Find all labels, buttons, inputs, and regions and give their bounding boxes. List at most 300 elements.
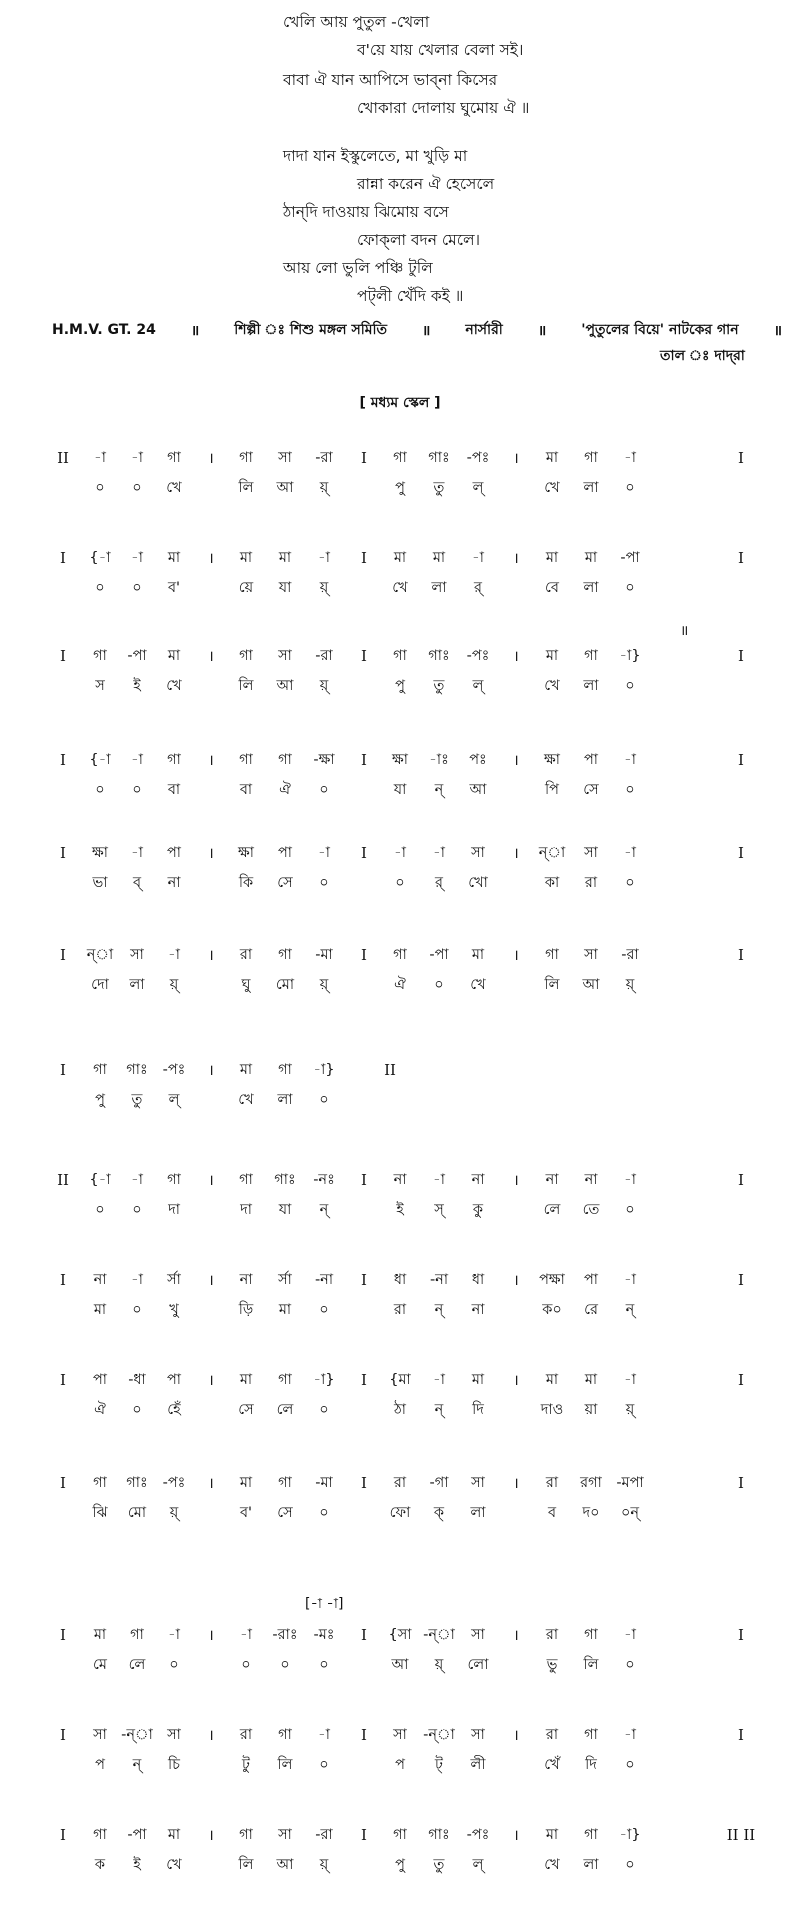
artist-label: শিল্পী ঃ শিশু মঙ্গল সমিতি: [234, 322, 387, 338]
swara-note: গা: [93, 1827, 107, 1843]
lyric-syllable: ০: [319, 1757, 329, 1773]
lyric-syllable: ল্: [168, 1092, 180, 1108]
swara-note: সা: [471, 1727, 485, 1743]
swara-note: -া: [624, 1272, 636, 1288]
swara-note: গা: [239, 1172, 253, 1188]
lyric-syllable: ব: [547, 1505, 557, 1521]
lyric-syllable: ০: [319, 1092, 329, 1108]
notation-annotation: ॥: [680, 623, 689, 639]
lyric-syllable: মে: [93, 1657, 107, 1673]
lyric-syllable: ০: [625, 1857, 635, 1873]
lyric-syllable: দি: [472, 1402, 484, 1418]
bar-line: ।: [513, 449, 519, 467]
swara-note: মা: [167, 648, 181, 664]
lyric-syllable: র্: [474, 580, 482, 596]
swara-note: না: [393, 1172, 407, 1188]
lyric-syllable: লি: [277, 1757, 293, 1773]
lyric-syllable: রা: [393, 1302, 407, 1318]
bar-line: ।: [208, 1271, 214, 1289]
swara-note: -া: [624, 845, 636, 861]
lyric-line: দাদা যান ইস্কুলেতে, মা খুড়ি মা: [283, 147, 468, 165]
swara-note: সা: [278, 1827, 292, 1843]
lyric-line: খোকারা দোলায় ঘুমোয় ঐ ॥: [357, 99, 530, 117]
swara-note: সা: [471, 845, 485, 861]
lyric-syllable: খে: [544, 678, 560, 694]
bar-line: II: [384, 1061, 396, 1079]
lyric-syllable: ০: [319, 1302, 329, 1318]
lyric-syllable: সে: [583, 782, 599, 798]
notation-row: [0, 750, 800, 810]
bar-line: I: [738, 1626, 744, 1644]
lyric-syllable: লা: [129, 977, 145, 993]
lyric-syllable: দো: [91, 977, 109, 993]
lyric-syllable: লে: [276, 1402, 294, 1418]
notation-row: [0, 1825, 800, 1885]
lyric-syllable: ০: [132, 580, 142, 596]
bar-line: I: [361, 449, 367, 467]
swara-note: গা: [239, 450, 253, 466]
swara-note: -া}: [313, 1372, 335, 1388]
swara-note: -মা: [315, 1475, 333, 1491]
lyric-syllable: লী: [470, 1757, 486, 1773]
bar-line: I: [738, 751, 744, 769]
bar-line: ।: [513, 1371, 519, 1389]
swara-note: -পা: [127, 1827, 147, 1843]
lyric-syllable: ন্: [434, 782, 444, 798]
bar-line: I: [60, 844, 66, 862]
bar-line: I: [738, 844, 744, 862]
bar-line: ।: [208, 1171, 214, 1189]
swara-note: -রা: [315, 450, 333, 466]
swara-note: গা: [393, 1827, 407, 1843]
swara-note: গাঃ: [428, 648, 450, 664]
swara-note: মা: [167, 550, 181, 566]
lyric-syllable: ০: [625, 678, 635, 694]
bar-line: ।: [208, 751, 214, 769]
lyric-line: রান্না করেন ঐ হেসেলে: [357, 175, 495, 193]
swara-note: -না: [314, 1272, 334, 1288]
swara-note: -া: [433, 845, 445, 861]
swara-note: -পঃ: [466, 1827, 490, 1843]
bar-line: I: [60, 1474, 66, 1492]
swara-note: গা: [545, 947, 559, 963]
lyric-syllable: য়্: [169, 1505, 179, 1521]
bar-line: I: [361, 946, 367, 964]
bar-line: I: [361, 647, 367, 665]
lyric-syllable: লা: [583, 1857, 599, 1873]
swara-note: -মপা: [616, 1475, 644, 1491]
bar-line: I: [738, 1726, 744, 1744]
swara-note: গা: [393, 450, 407, 466]
bar-line: ।: [208, 1061, 214, 1079]
lyric-syllable: ফো: [389, 1505, 411, 1521]
bar-line: II II: [726, 1826, 756, 1844]
lyric-syllable: হেঁ: [167, 1402, 181, 1418]
swara-note: -া}: [313, 1062, 335, 1078]
lyric-syllable: ঘু: [241, 977, 251, 993]
lyric-syllable: য়ে: [238, 580, 254, 596]
swara-note: -া: [394, 845, 406, 861]
swara-note: পা: [277, 845, 293, 861]
bar-line: ।: [513, 844, 519, 862]
swara-note: -ন্‌া: [423, 1727, 455, 1743]
swara-note: -মা: [315, 947, 333, 963]
swara-note: রগা: [580, 1475, 602, 1491]
lyric-syllable: চি: [168, 1757, 180, 1773]
swara-note: গা: [584, 450, 598, 466]
swara-note: গা: [278, 1062, 292, 1078]
lyric-syllable: ০: [132, 782, 142, 798]
notation-annotation: [-া -া]: [305, 1596, 344, 1612]
lyric-syllable: আ: [469, 782, 487, 798]
lyric-syllable: ০: [319, 782, 329, 798]
swara-note: -া: [131, 450, 143, 466]
swara-note: ধা: [471, 1272, 485, 1288]
lyric-syllable: ০: [625, 1757, 635, 1773]
bar-line: I: [60, 1726, 66, 1744]
swara-note: গা: [239, 648, 253, 664]
swara-note: মা: [239, 550, 253, 566]
lyric-syllable: খে: [544, 480, 560, 496]
swara-note: মা: [471, 947, 485, 963]
bar-line: I: [361, 549, 367, 567]
notation-row: [0, 945, 800, 1005]
bar-line: ।: [513, 1271, 519, 1289]
lyric-syllable: ০: [95, 480, 105, 496]
lyric-syllable: দাও: [540, 1402, 564, 1418]
swara-note: -া: [131, 550, 143, 566]
swara-note: গা: [93, 648, 107, 664]
bar-line: ।: [208, 1371, 214, 1389]
lyric-syllable: কা: [544, 875, 560, 891]
lyric-syllable: ল্: [472, 480, 484, 496]
lyric-syllable: য়্: [319, 480, 329, 496]
lyric-syllable: দা: [168, 1202, 180, 1218]
swara-note: গাঃ: [126, 1062, 148, 1078]
swara-note: সা: [130, 947, 144, 963]
swara-note: মা: [584, 1372, 598, 1388]
lyric-syllable: তু: [433, 480, 445, 496]
bar-line: I: [60, 647, 66, 665]
lyric-syllable: ভু: [546, 1657, 558, 1673]
swara-note: পা: [92, 1372, 108, 1388]
tala-label: তাল ঃ দাদ্‌রা: [660, 348, 745, 364]
lyric-syllable: ন্: [132, 1757, 142, 1773]
notation-row: [0, 843, 800, 903]
lyric-syllable: যা: [278, 580, 292, 596]
swara-note: পঃ: [469, 752, 487, 768]
swara-note: -রাঃ: [272, 1627, 298, 1643]
lyric-syllable: লি: [238, 678, 254, 694]
swara-note: -ধা: [128, 1372, 146, 1388]
bar-line: ।: [208, 1474, 214, 1492]
lyric-syllable: লি: [583, 1657, 599, 1673]
swara-note: গা: [93, 1062, 107, 1078]
swara-note: -া: [472, 550, 484, 566]
swara-note: না: [239, 1272, 253, 1288]
lyric-syllable: য়া: [584, 1402, 598, 1418]
bar-line: ।: [513, 946, 519, 964]
lyric-syllable: না: [167, 875, 181, 891]
lyric-syllable: ঠা: [394, 1402, 406, 1418]
swara-note: -পঃ: [162, 1475, 186, 1491]
lyric-syllable: ঐ: [394, 977, 406, 993]
swara-note: মা: [545, 550, 559, 566]
swara-note: -পঃ: [162, 1062, 186, 1078]
lyric-syllable: ন্: [434, 1302, 444, 1318]
lyric-syllable: লো: [467, 1657, 489, 1673]
bar-line: I: [60, 1271, 66, 1289]
bar-line: ।: [208, 1726, 214, 1744]
swara-note: -পা: [127, 648, 147, 664]
lyric-syllable: রে: [584, 1302, 598, 1318]
notation-row: [0, 623, 800, 706]
swara-note: -পঃ: [466, 648, 490, 664]
lyric-syllable: বে: [545, 580, 559, 596]
swara-note: গা: [93, 1475, 107, 1491]
bar-line: I: [361, 1171, 367, 1189]
lyric-syllable: ০: [319, 875, 329, 891]
lyric-syllable: আ: [391, 1657, 409, 1673]
swara-note: -পা: [620, 550, 640, 566]
bar-line: ।: [208, 449, 214, 467]
lyric-syllable: ০: [625, 782, 635, 798]
swara-note: গাঃ: [274, 1172, 296, 1188]
bar-line: I: [361, 1726, 367, 1744]
swara-note: সা: [167, 1727, 181, 1743]
swara-note: গা: [278, 1727, 292, 1743]
swara-note: {-া: [89, 752, 111, 768]
swara-note: ধা: [393, 1272, 407, 1288]
lyric-syllable: কি: [238, 875, 254, 891]
swara-note: -া: [624, 1627, 636, 1643]
swara-note: মা: [167, 1827, 181, 1843]
lyric-syllable: ০: [95, 782, 105, 798]
lyric-syllable: সে: [277, 875, 293, 891]
swara-note: -ক্ষা: [313, 752, 335, 768]
bar-line: I: [738, 1474, 744, 1492]
lyric-syllable: ০: [319, 1657, 329, 1673]
swara-note: -নঃ: [313, 1172, 335, 1188]
swara-note: সা: [471, 1475, 485, 1491]
swara-note: গা: [278, 1372, 292, 1388]
bar-line: I: [738, 1271, 744, 1289]
swara-note: সা: [584, 947, 598, 963]
lyric-syllable: খে: [238, 1092, 254, 1108]
lyric-syllable: লি: [238, 1857, 254, 1873]
lyric-syllable: য়্: [169, 977, 179, 993]
swara-note: -ন্‌া: [121, 1727, 153, 1743]
lyric-syllable: আ: [582, 977, 600, 993]
swara-note: না: [584, 1172, 598, 1188]
swara-note: পা: [166, 845, 182, 861]
lyric-syllable: ০: [625, 580, 635, 596]
swara-note: ন্‌া: [86, 947, 114, 963]
bar-line: I: [738, 647, 744, 665]
swara-note: রা: [393, 1475, 407, 1491]
lyric-syllable: তু: [433, 678, 445, 694]
lyric-syllable: ০: [625, 1202, 635, 1218]
swara-note: -া: [318, 550, 330, 566]
swara-note: -া: [318, 1727, 330, 1743]
notation-row: [0, 1170, 800, 1230]
swara-note: পা: [166, 1372, 182, 1388]
swara-note: -া: [168, 1627, 180, 1643]
swara-note: {-া: [89, 1172, 111, 1188]
lyric-syllable: ব': [239, 1505, 253, 1521]
bar-line: ।: [513, 1826, 519, 1844]
swara-note: মা: [471, 1372, 485, 1388]
lyric-syllable: তে: [582, 1202, 600, 1218]
notation-row: [0, 548, 800, 608]
lyric-syllable: য়্: [319, 678, 329, 694]
lyric-syllable: পু: [95, 1092, 105, 1108]
lyric-syllable: ০: [319, 1402, 329, 1418]
bar-line: I: [60, 946, 66, 964]
swara-note: -া}: [619, 1827, 641, 1843]
swara-note: না: [93, 1272, 107, 1288]
bar-line: I: [361, 1371, 367, 1389]
lyric-syllable: ০: [625, 480, 635, 496]
swara-note: গা: [393, 648, 407, 664]
lyric-syllable: ভা: [92, 875, 108, 891]
lyric-syllable: ০: [132, 480, 142, 496]
swara-note: গা: [167, 450, 181, 466]
header-separator: ॥: [773, 322, 782, 339]
lyric-syllable: ০: [132, 1402, 142, 1418]
swara-note: গা: [167, 1172, 181, 1188]
lyric-line: ফোক্‌লা বদন মেলে।: [357, 231, 481, 249]
lyric-syllable: খেঁ: [544, 1757, 560, 1773]
swara-note: -না: [429, 1272, 449, 1288]
bar-line: I: [361, 751, 367, 769]
swara-note: মা: [545, 1372, 559, 1388]
bar-line: I: [60, 751, 66, 769]
lyric-syllable: ঝি: [92, 1505, 108, 1521]
swara-note: ক্ষা: [238, 845, 254, 861]
swara-note: {-া: [89, 550, 111, 566]
swara-note: গা: [239, 1827, 253, 1843]
bar-line: I: [361, 1271, 367, 1289]
lyric-syllable: ০: [95, 1202, 105, 1218]
swara-note: গা: [278, 1475, 292, 1491]
lyric-syllable: ০: [95, 580, 105, 596]
swara-note: গা: [278, 947, 292, 963]
lyric-syllable: প: [95, 1757, 105, 1773]
bar-line: ।: [513, 1726, 519, 1744]
lyric-syllable: ০: [132, 1202, 142, 1218]
record-number: H.M.V. GT. 24: [52, 322, 156, 338]
lyric-line: আয় লো ভুলি পঞ্চি টুলি: [283, 259, 433, 277]
swara-note: মা: [393, 550, 407, 566]
bar-line: ।: [208, 1626, 214, 1644]
bar-line: ।: [208, 1826, 214, 1844]
lyric-syllable: স: [95, 678, 105, 694]
bar-line: I: [361, 1826, 367, 1844]
swara-note: গা: [584, 1827, 598, 1843]
swara-note: গা: [130, 1627, 144, 1643]
swara-note: গা: [239, 752, 253, 768]
lyric-syllable: কু: [472, 1202, 484, 1218]
bar-line: I: [60, 549, 66, 567]
lyric-syllable: তু: [433, 1857, 445, 1873]
lyric-syllable: ০: [625, 875, 635, 891]
lyric-syllable: য়্: [625, 977, 635, 993]
lyric-syllable: লি: [238, 480, 254, 496]
source-label: 'পুতুলের বিয়ে' নাটকের গান: [581, 322, 739, 338]
lyric-syllable: লে: [128, 1657, 146, 1673]
lyric-syllable: না: [471, 1302, 485, 1318]
swara-note: ক্ষা: [544, 752, 560, 768]
swara-note: সা: [584, 845, 598, 861]
swara-note: -া: [624, 1372, 636, 1388]
lyric-syllable: লা: [277, 1092, 293, 1108]
swara-note: -া: [624, 1172, 636, 1188]
lyric-syllable: রা: [584, 875, 598, 891]
lyric-syllable: লা: [431, 580, 447, 596]
lyric-syllable: আ: [276, 678, 294, 694]
swara-note: রা: [545, 1727, 559, 1743]
bar-line: I: [60, 1061, 66, 1079]
swara-note: গা: [393, 947, 407, 963]
swara-note: গাঃ: [428, 450, 450, 466]
lyric-syllable: ব': [167, 580, 181, 596]
lyric-syllable: ০: [241, 1657, 251, 1673]
swara-note: সা: [471, 1627, 485, 1643]
lyric-syllable: লে: [543, 1202, 561, 1218]
lyric-syllable: ড়ি: [238, 1302, 254, 1318]
header-separator: ॥: [421, 322, 431, 339]
notation-row: [0, 448, 800, 508]
lyric-syllable: য়্: [319, 580, 329, 596]
swara-note: রা: [545, 1627, 559, 1643]
lyric-syllable: ঐ: [94, 1402, 106, 1418]
lyric-syllable: খু: [169, 1302, 179, 1318]
bar-line: I: [738, 1171, 744, 1189]
lyric-syllable: তু: [131, 1092, 143, 1108]
lyric-syllable: ই: [133, 678, 141, 694]
lyric-line: বাবা ঐ যান আপিসে ভাব্‌না কিসের: [283, 71, 498, 89]
swara-note: গাঃ: [126, 1475, 148, 1491]
swara-note: র্সা: [278, 1272, 292, 1288]
lyric-syllable: বা: [239, 782, 253, 798]
swara-note: মা: [239, 1475, 253, 1491]
lyric-syllable: ০ন্: [620, 1505, 640, 1521]
lyric-syllable: য়্: [319, 1857, 329, 1873]
header-separator: ॥: [537, 322, 547, 339]
category-label: নার্সারী: [465, 322, 503, 338]
swara-note: র্সা: [167, 1272, 181, 1288]
lyric-syllable: খে: [166, 1857, 182, 1873]
swara-note: রা: [239, 947, 253, 963]
lyric-syllable: দি: [585, 1757, 597, 1773]
bar-line: ।: [208, 647, 214, 665]
lyric-syllable: মা: [278, 1302, 292, 1318]
bar-line: ।: [208, 844, 214, 862]
bar-line: ।: [513, 647, 519, 665]
swara-note: না: [545, 1172, 559, 1188]
swara-note: সা: [278, 450, 292, 466]
swara-note: মা: [545, 1827, 559, 1843]
swara-note: পক্ষা: [539, 1272, 565, 1288]
bar-line: I: [361, 1626, 367, 1644]
swara-note: গা: [584, 1727, 598, 1743]
bar-line: ।: [513, 549, 519, 567]
lyric-syllable: ০: [395, 875, 405, 891]
bar-line: I: [361, 844, 367, 862]
swara-note: না: [471, 1172, 485, 1188]
bar-line: I: [738, 549, 744, 567]
